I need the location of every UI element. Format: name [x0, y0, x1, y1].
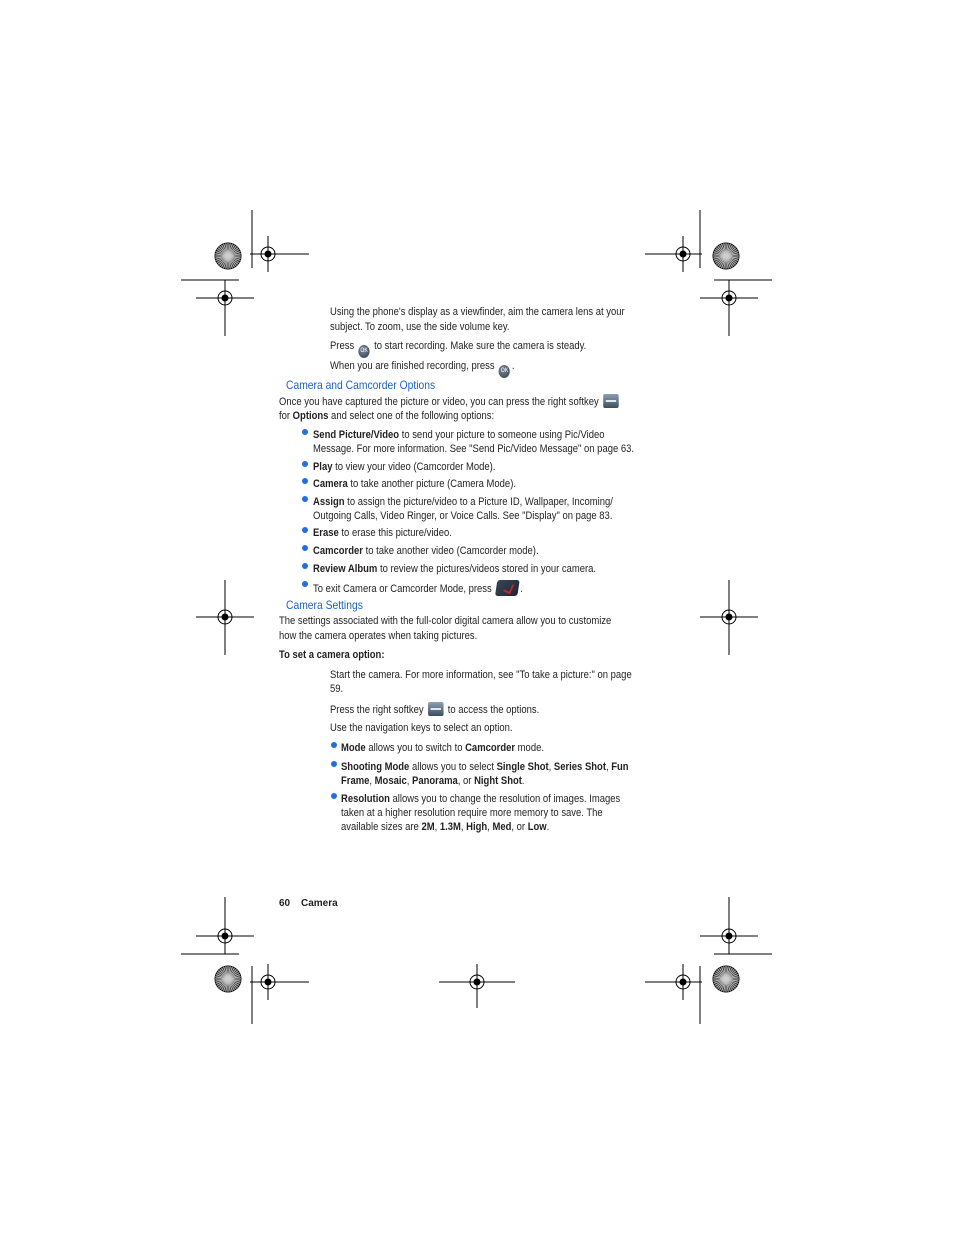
starburst-mark — [713, 966, 739, 992]
settings-intro-line1: The settings associated with the full-color digital camera allow you to customize — [279, 615, 612, 627]
option-erase: Erase to erase this picture/video. — [313, 527, 452, 539]
option-assign-line2: Outgoing Calls, Video Ringer, or Voice Calls. See "Display" on page 83. — [313, 510, 613, 522]
step-viewfinder-line1: Using the phone's display as a viewfinder, aim the camera lens at your — [330, 306, 625, 318]
starburst-mark — [713, 243, 739, 269]
bullet-icon — [302, 461, 308, 467]
bullet-icon — [302, 496, 308, 502]
settings-step1-line2: 59. — [330, 683, 344, 695]
setting-shooting-mode: Shooting Mode allows you to select Single Shot, Series Shot, Fun — [341, 761, 629, 773]
bullet-icon — [302, 527, 308, 533]
bullet-icon — [331, 793, 337, 799]
footer-section-name: Camera — [301, 898, 338, 909]
bullet-icon — [331, 761, 337, 767]
bullet-icon — [302, 478, 308, 484]
options-intro-line2: for Options and select one of the following options: — [279, 410, 495, 422]
settings-step1-line1: Start the camera. For more information, see "To take a picture:" on page — [330, 669, 632, 681]
step-press-ok: Press OK to start recording. Make sure the camera is steady. — [330, 339, 586, 358]
option-play: Play to view your video (Camcorder Mode). — [313, 461, 496, 473]
heading-camera-camcorder-options: Camera and Camcorder Options — [286, 378, 436, 392]
bullet-icon — [302, 563, 308, 569]
starburst-mark — [215, 243, 241, 269]
option-exit: To exit Camera or Camcorder Mode, press . — [313, 580, 523, 596]
bullet-icon — [302, 429, 308, 435]
settings-step3: Use the navigation keys to select an option. — [330, 722, 513, 734]
bullet-icon — [302, 581, 308, 587]
option-send-picture-video: Send Picture/Video to send your picture to someone using Pic/Video — [313, 429, 605, 441]
option-camera: Camera to take another picture (Camera Mode). — [313, 478, 516, 490]
option-assign: Assign to assign the picture/video to a Picture ID, Wallpaper, Incoming/ — [313, 496, 613, 508]
right-softkey-icon — [428, 702, 443, 716]
step-viewfinder-line2: subject. To zoom, use the side volume key. — [330, 321, 510, 333]
bullet-icon — [331, 742, 337, 748]
heading-camera-settings: Camera Settings — [286, 598, 363, 612]
ok-key-icon: OK — [359, 345, 370, 358]
starburst-mark — [215, 966, 241, 992]
step-finished: When you are finished recording, press OK . — [330, 359, 514, 378]
right-softkey-icon — [603, 394, 618, 408]
options-intro-line1: Once you have captured the picture or video, you can press the right softkey — [279, 394, 620, 409]
setting-mode: Mode allows you to switch to Camcorder mode. — [341, 742, 544, 754]
option-review-album: Review Album to review the pictures/videos stored in your camera. — [313, 563, 597, 575]
setting-shooting-mode-line2: Frame, Mosaic, Panorama, or Night Shot. — [341, 775, 525, 787]
setting-resolution-line2: taken at a higher resolution require more memory to save. The — [341, 807, 603, 819]
option-camcorder: Camcorder to take another video (Camcorder mode). — [313, 545, 539, 557]
option-send-picture-video-line2: Message. For more information. See "Send Pic/Video Message" on page 63. — [313, 443, 635, 455]
ok-key-icon: OK — [499, 365, 510, 378]
footer-page-number: 60 — [279, 898, 291, 909]
setting-resolution-line3: available sizes are 2M, 1.3M, High, Med, or Low. — [341, 821, 550, 833]
settings-intro-line2: how the camera operates when taking pictures. — [279, 630, 478, 642]
bullet-icon — [302, 545, 308, 551]
subheading-set-camera-option: To set a camera option: — [279, 649, 385, 661]
settings-step2: Press the right softkey to access the options. — [330, 704, 540, 716]
end-key-icon — [495, 580, 520, 596]
setting-resolution: Resolution allows you to change the resolution of images. Images — [341, 793, 621, 805]
